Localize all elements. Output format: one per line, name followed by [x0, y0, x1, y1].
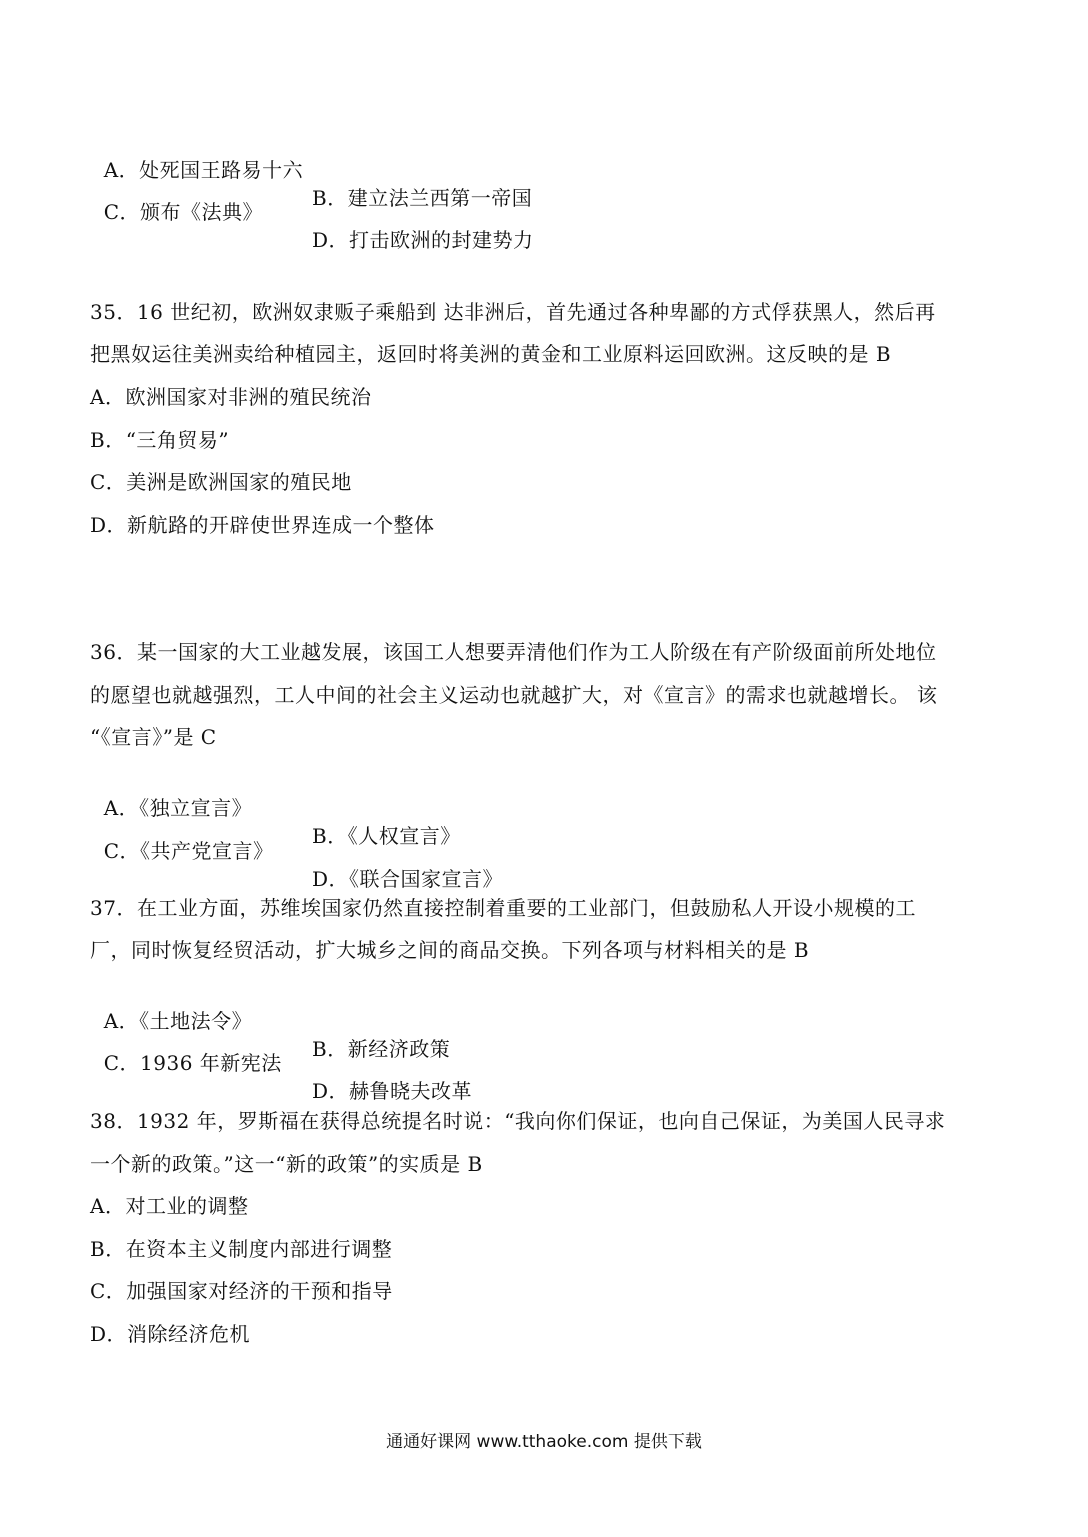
q34-option-a: A．处死国王路易十六	[103, 158, 304, 182]
q35-option-a: A．欧洲国家对非洲的殖民统治	[90, 385, 372, 409]
q38-option-c: C．加强国家对经济的干预和指导	[90, 1279, 393, 1303]
q38-option-b: B．在资本主义制度内部进行调整	[90, 1237, 393, 1261]
q36-stem-line-3: “《宣言》”是 C	[90, 725, 217, 749]
q37-stem-line-2: 厂，同时恢复经贸活动，扩大城乡之间的商品交换。下列各项与材料相关的是 B	[90, 938, 810, 962]
q36-stem-line-1: 36．某一国家的大工业越发展，该国工人想要弄清他们作为工人阶级在有产阶级面前所处地位	[90, 640, 937, 664]
q35-stem-line-1: 35．16 世纪初，欧洲奴隶贩子乘船到 达非洲后，首先通过各种卑鄙的方式俘获黑人，然后再	[90, 300, 936, 324]
q34-option-c: C．颁布《法典》	[103, 200, 264, 224]
q34-option-b: B．建立法兰西第一帝国	[312, 186, 533, 210]
page-footer: 通通好课网 www.tthaoke.com 提供下载	[386, 1432, 702, 1452]
q35-stem-line-2: 把黑奴运往美洲卖给种植园主，返回时将美洲的黄金和工业原料运回欧洲。这反映的是 B	[90, 342, 892, 366]
q36-option-b: B．《人权宣言》	[312, 824, 461, 848]
q37-option-b: B．新经济政策	[312, 1037, 451, 1061]
q38-option-a: A．对工业的调整	[90, 1194, 249, 1218]
q37-option-d: D．赫鲁晓夫改革	[312, 1079, 473, 1103]
q38-option-d: D．消除经济危机	[90, 1322, 251, 1346]
q37-stem-line-1: 37．在工业方面，苏维埃国家仍然直接控制着重要的工业部门，但鼓励私人开设小规模的工	[90, 896, 916, 920]
q37-option-c: C．1936 年新宪法	[103, 1051, 282, 1075]
q34-option-d: D．打击欧洲的封建势力	[312, 228, 534, 252]
q38-stem-line-2: 一个新的政策。”这一“新的政策”的实质是 B	[90, 1152, 483, 1176]
q35-option-b: B．“三角贸易”	[90, 428, 230, 452]
q36-stem-line-2: 的愿望也就越强烈，工人中间的社会主义运动也就越扩大，对《宣言》的需求也就越增长。 该	[90, 683, 938, 707]
q35-option-d: D．新航路的开辟使世界连成一个整体	[90, 513, 435, 537]
q36-option-d: D．《联合国家宣言》	[312, 867, 504, 891]
q38-stem-line-1: 38．1932 年，罗斯福在获得总统提名时说：“我向你们保证，也向自己保证，为美国人民寻求	[90, 1109, 946, 1133]
q36-option-a: A．《独立宣言》	[103, 796, 253, 820]
q35-option-c: C．美洲是欧洲国家的殖民地	[90, 470, 352, 494]
q36-option-c: C．《共产党宣言》	[103, 839, 274, 863]
q37-option-a: A．《土地法令》	[103, 1009, 253, 1033]
